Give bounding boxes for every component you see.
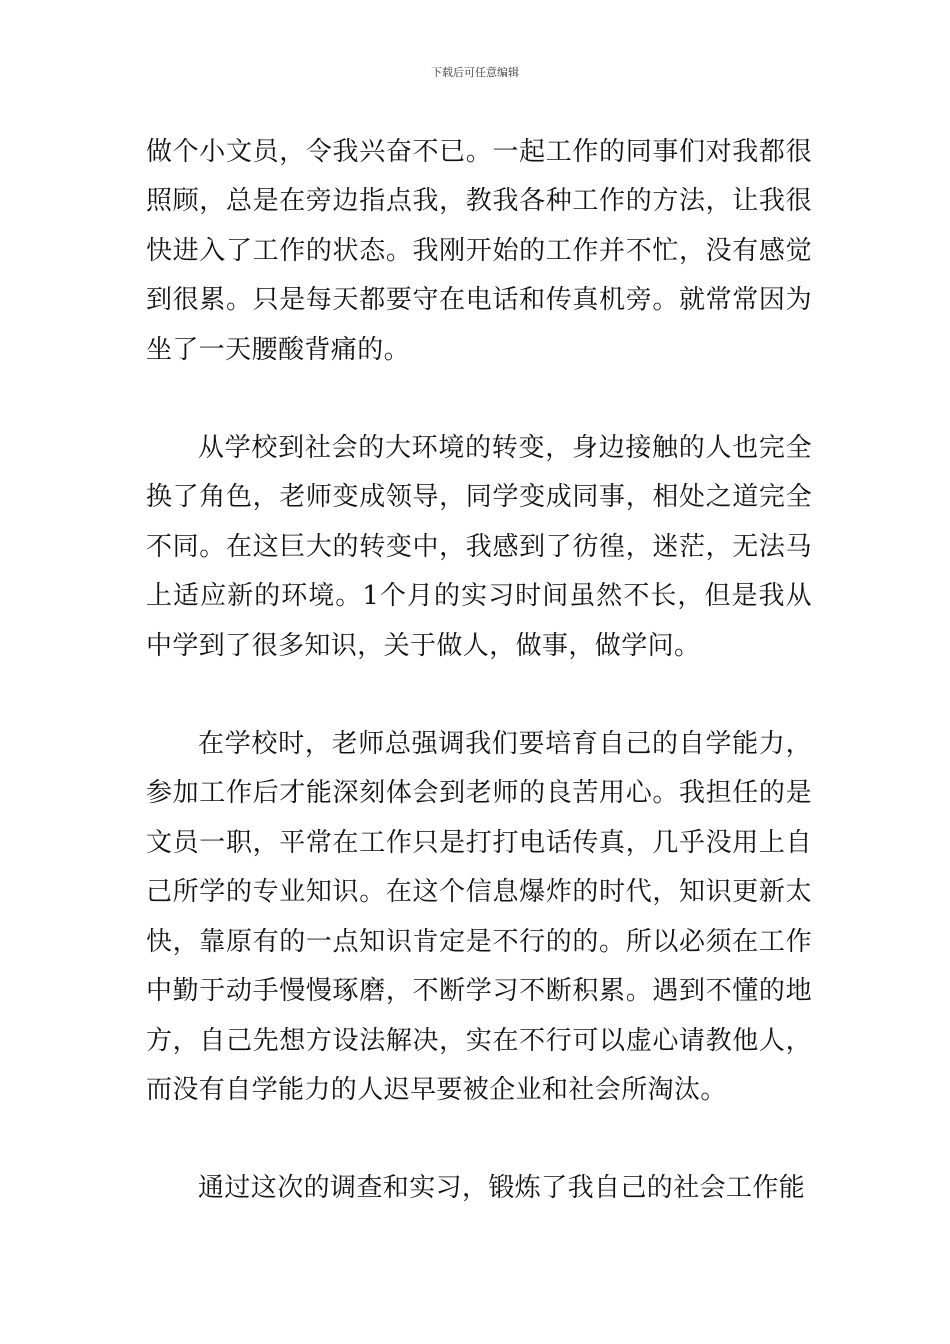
paragraph: 通过这次的调查和实习，锻炼了我自己的社会工作能: [198, 1173, 806, 1204]
paragraph-continuation: 做个小文员，令我兴奋不已。一起工作的同事们对我都很照顾，总是在旁边指点我，教我各种工作的方法，让我很快进入了工作的状态。我刚开始的工作并不忙，没有感觉到很累。只是每天都要守在电话和传真机旁。就常常因为坐了一天腰酸背痛的。: [146, 137, 812, 365]
page-header-note: 下载后可任意编辑: [431, 66, 519, 79]
paragraph: 从学校到社会的大环境的转变，身边接触的人也完全换了角色，老师变成领导，同学变成同事，相处之道完全不同。在这巨大的转变中，我感到了彷徨，迷茫，无法马上适应新的环境。1个月的实习时间虽然不长，但是我从中学到了很多知识，关于做人，做事，做学问。: [146, 433, 812, 661]
document-body: [146, 128, 812, 1263]
paragraph: 在学校时，老师总强调我们要培育自己的自学能力，参加工作后才能深刻体会到老师的良苦用心。我担任的是文员一职，平常在工作只是打打电话传真，几乎没用上自己所学的专业知识。在这个信息爆炸的时代，知识更新太快，靠原有的一点知识肯定是不行的的。所以必须在工作中勤于动手慢慢琢磨，不断学习不断积累。遇到不懂的地方，自己先想方设法解决，实在不行可以虚心请教他人，而没有自学能力的人迟早要被企业和社会所淘汰。: [146, 729, 812, 1105]
